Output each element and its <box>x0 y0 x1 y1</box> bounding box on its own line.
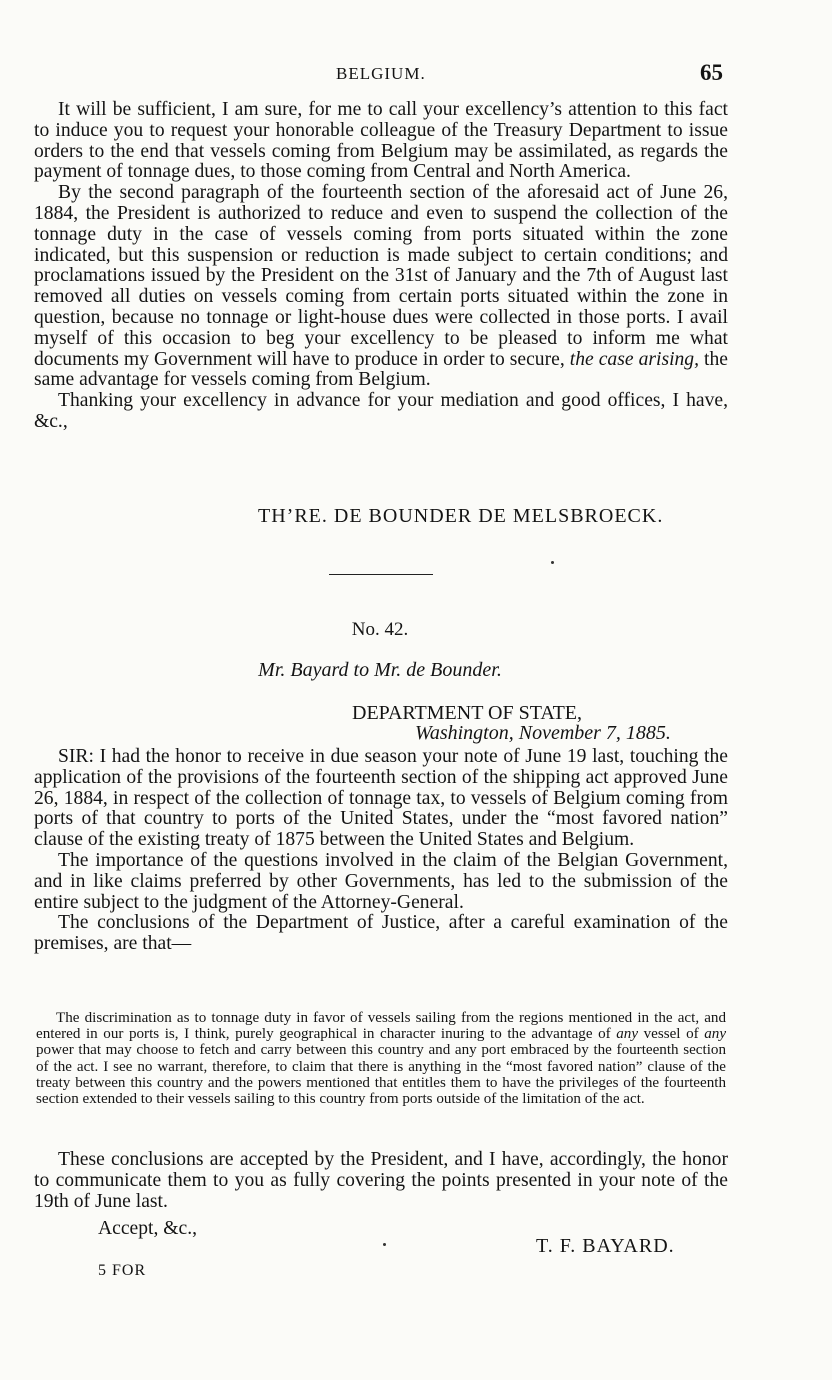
italic-word: any <box>704 1026 727 1043</box>
section-divider <box>329 574 433 575</box>
paragraph <box>34 747 728 851</box>
dateline-date: November 7, 1885. <box>518 722 671 744</box>
ink-speck <box>383 1243 386 1246</box>
department-line: DEPARTMENT OF STATE, <box>352 702 583 724</box>
letter-one-body <box>34 100 728 433</box>
document-number: No. 42. <box>351 619 409 640</box>
paragraph: It will be sufficient, I am sure, for me to call your excellency’s attention to this fact to induce you to request your honorable colleague of the Treasury Department to issue orders to the end that vessels coming from Belgium may be assimilated, as regards the payment of tonnage dues, to those coming from Central and North America. <box>34 99 728 183</box>
paragraph: Thanking your excellency in advance for your mediation and good offices, I have, &c., <box>34 390 728 432</box>
page-number: 65 <box>700 60 723 85</box>
salutation: SIR: <box>58 746 94 767</box>
ink-speck <box>551 561 554 564</box>
letter-two-body <box>34 747 728 955</box>
paragraph-text: I had the honor to receive in due season your note of June 19 last, touching the application of the provisions of the fourteenth section of the shipping act approved June 26, 1884, in respect of the collection of tonnage tax, to vessels of Belgium coming from ports of that country to ports of the United States, under the “most favored nation” clause of the existing treaty of 1875 between the United States and Belgium. <box>34 746 728 851</box>
quote-text: The discrimination as to tonnage duty in favor of vessels sailing from the regions mentioned in the act, and entered in our ports is, I think, purely geographical in character inuring to the advantage of <box>36 1010 726 1043</box>
running-title: BELGIUM. <box>336 64 426 83</box>
paragraph <box>34 183 728 391</box>
document-heading: Mr. Bayard to Mr. de Bounder. <box>258 659 502 681</box>
signature-melsbroeck: TH’RE. DE BOUNDER DE MELSBROECK. <box>258 505 664 527</box>
quote-text: power that may choose to fetch and carry between this country and any port embraced by the fourteenth section of the act. I see no warrant, therefore, to claim that there is anything in the “most favored nation” clause of the treaty between this country and the powers mentioned that entitles them to have the privileges of the fourteenth section extended to their vessels sailing to this country from ports outside of the limitation of the act. <box>36 1042 726 1108</box>
paragraph: The conclusions of the Department of Justice, after a careful examination of the premises, are that— <box>34 912 728 955</box>
paragraph: These conclusions are accepted by the President, and I have, accordingly, the honor to communicate them to you as fully covering the points presented in your note of the 19th of June last. <box>34 1149 728 1212</box>
quote-text: vessel of <box>638 1026 705 1043</box>
paragraph-text: By the second paragraph of the fourteenth section of the aforesaid act of June 26, 1884, the President is authorized to reduce and even to suspend the collection of the tonnage duty in the case of vessels coming from ports situated within the zone indicated, but this suspension or reduction is made subject to certain conditions; and proclamations issued by the President on the 31st of January and the 7th of August last removed all duties on vessels coming from certain ports situated within the zone in question, because no tonnage or light-house dues were collected in those ports. I avail myself of this occasion to beg your excellency to be pleased to inform me what documents my Government will have to produce in order to secure, <box>34 182 728 370</box>
dateline-place: Washington, <box>415 722 514 744</box>
dateline <box>415 722 671 745</box>
paragraph: The importance of the questions involved in the claim of the Belgian Government, and in like claims preferred by other Governments, has led to the submission of the entire subject to the judgment of the Attorney-General. <box>34 849 728 913</box>
block-quote <box>36 1010 726 1107</box>
closing-block <box>34 1150 728 1212</box>
complimentary-close: Accept, &c., <box>98 1218 198 1239</box>
italic-phrase: the case arising, <box>569 348 700 370</box>
printer-signature-mark: 5 FOR <box>98 1262 147 1279</box>
signature-bayard: T. F. BAYARD. <box>536 1235 675 1257</box>
paragraph-tail: the same advantage for vessels coming from Belgium. <box>34 348 728 391</box>
running-head <box>0 60 832 90</box>
italic-word: any <box>616 1026 639 1043</box>
